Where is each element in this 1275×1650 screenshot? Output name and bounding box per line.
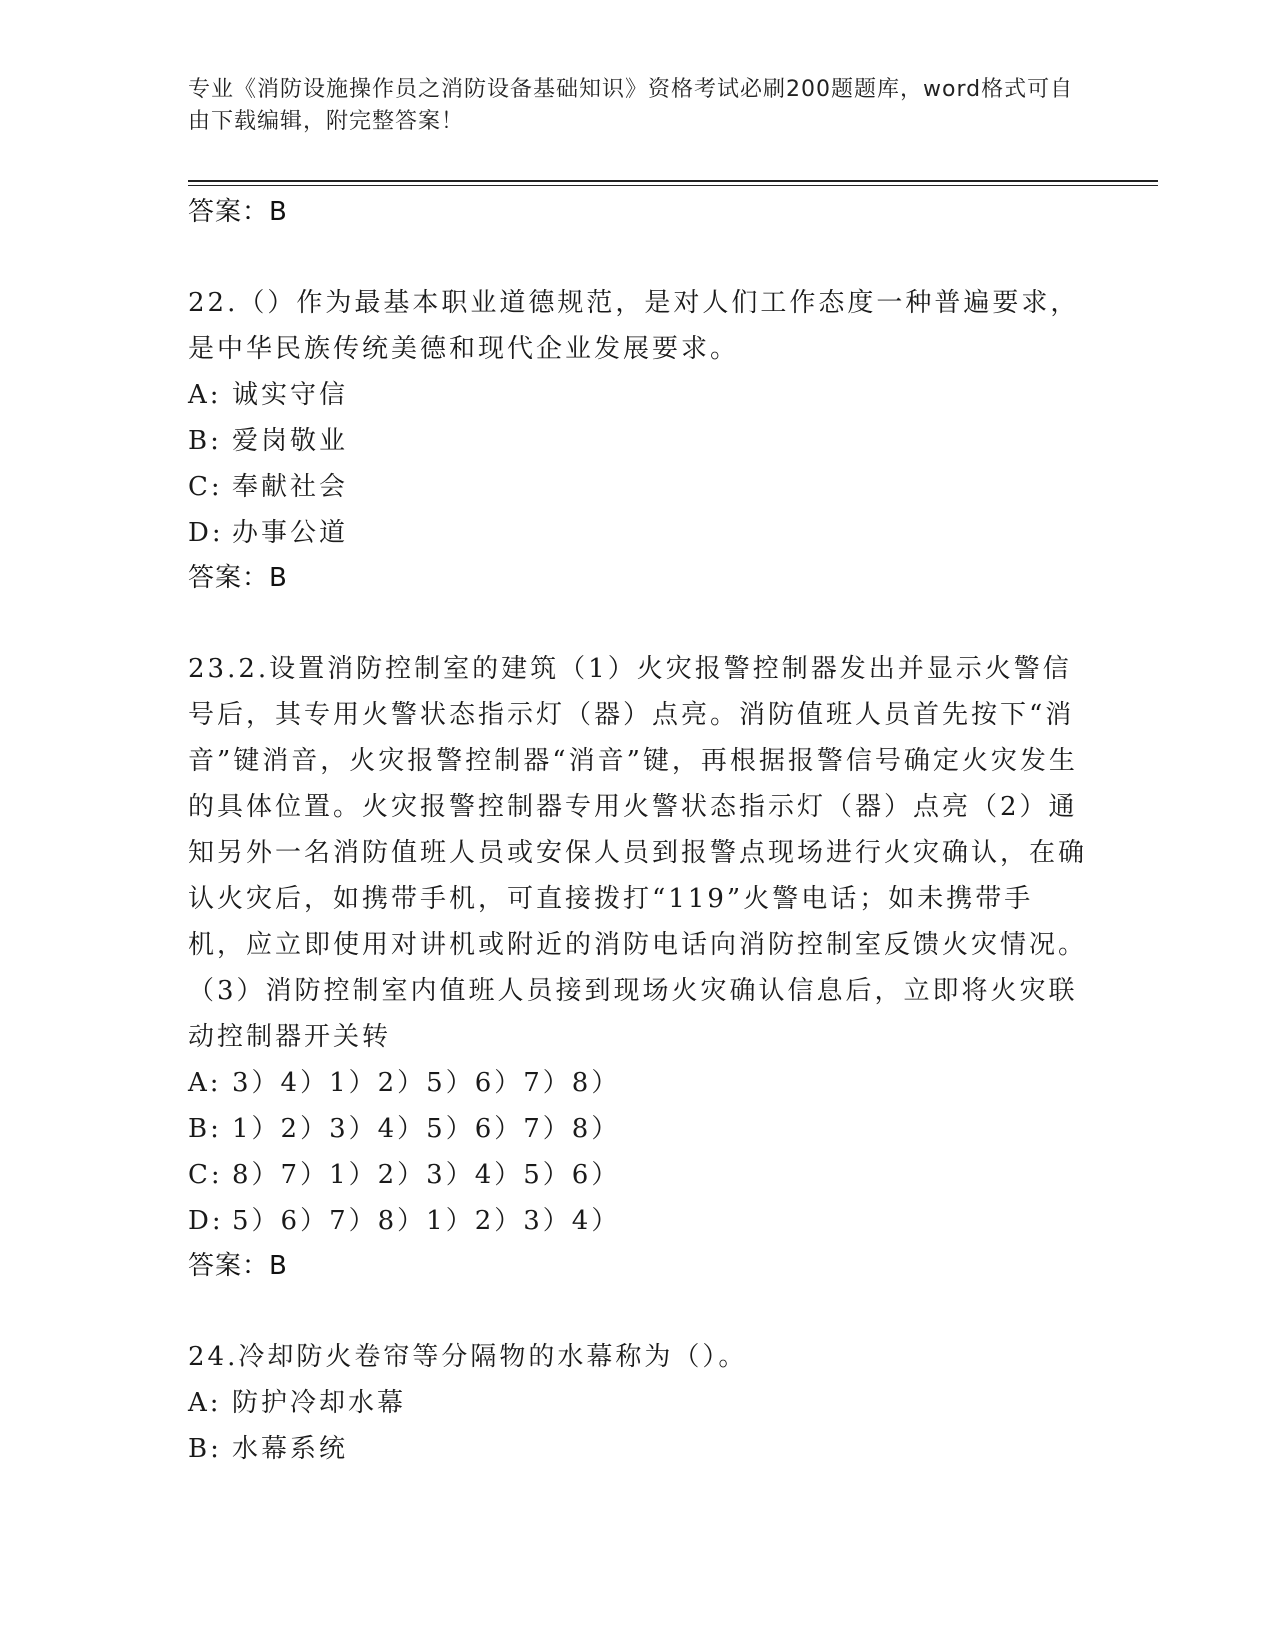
option-letter: B: [188,426,222,456]
option-text: 爱岗敬业 [232,426,349,456]
option-b [188,1426,1088,1472]
answer-label: 答案：B [188,563,288,593]
option-c [188,1152,1088,1198]
question-stem: 24.冷却防火卷帘等分隔物的水幕称为（）。 [188,1342,748,1372]
spacer [188,600,1088,646]
option-letter: D: [188,1206,224,1236]
option-text: 3）4）1）2）5）6）7）8） [232,1068,621,1098]
answer-label: 答案：B [188,1251,288,1281]
document-body [188,190,1088,1472]
option-b [188,418,1088,464]
option-b [188,1106,1088,1152]
option-d [188,1198,1088,1244]
header-divider-thin [188,185,1158,186]
option-text: 防护冷却水幕 [232,1388,407,1418]
question-23 [188,646,1088,1288]
document-header: 专业《消防设施操作员之消防设备基础知识》资格考试必刷200题题库，word格式可自由下载编辑，附完整答案！ [188,77,1074,134]
question-22 [188,280,1088,600]
option-text: 1）2）3）4）5）6）7）8） [232,1114,621,1144]
option-a [188,372,1088,418]
option-letter: A: [188,1068,222,1098]
option-a [188,1060,1088,1106]
option-d [188,510,1088,556]
option-letter: B: [188,1434,222,1464]
question-24 [188,1334,1088,1472]
question-stem: 22.（）作为最基本职业道德规范，是对人们工作态度一种普遍要求，是中华民族传统美德和现代企业发展要求。 [188,288,1080,364]
option-text: 5）6）7）8）1）2）3）4） [232,1206,621,1236]
option-a [188,1380,1088,1426]
header-divider-thick [188,180,1158,182]
option-text: 水幕系统 [232,1434,349,1464]
option-letter: C: [188,472,223,502]
option-text: 奉献社会 [232,472,349,502]
option-letter: A: [188,380,222,410]
spacer [188,1288,1088,1334]
question-stem: 23.2.设置消防控制室的建筑（1）火灾报警控制器发出并显示火警信号后，其专用火警状态指示灯（器）点亮。消防值班人员首先按下“消音”键消音，火灾报警控制器“消音”键，再根据报警信号确定火灾发生的具体位置。火灾报警控制器专用火警状态指示灯（器）点亮（2）通知另外一名消防值班人员或安保人员到报警点现场进行火灾确认，在确认火灾后，如携带手机，可直接拨打“119”火警电话；如未携带手机，应立即使用对讲机或附近的消防电话向消防控制室反馈火灾情况。（3）消防控制室内值班人员接到现场火灾确认信息后，立即将火灾联动控制器开关转 [188,654,1088,1052]
option-letter: B: [188,1114,222,1144]
answer-label: 答案：B [188,197,288,227]
option-letter: C: [188,1160,223,1190]
option-letter: D: [188,518,224,548]
option-text: 8）7）1）2）3）4）5）6） [232,1160,621,1190]
spacer [188,234,1088,280]
option-letter: A: [188,1388,222,1418]
option-text: 诚实守信 [232,380,349,410]
option-c [188,464,1088,510]
option-text: 办事公道 [232,518,349,548]
